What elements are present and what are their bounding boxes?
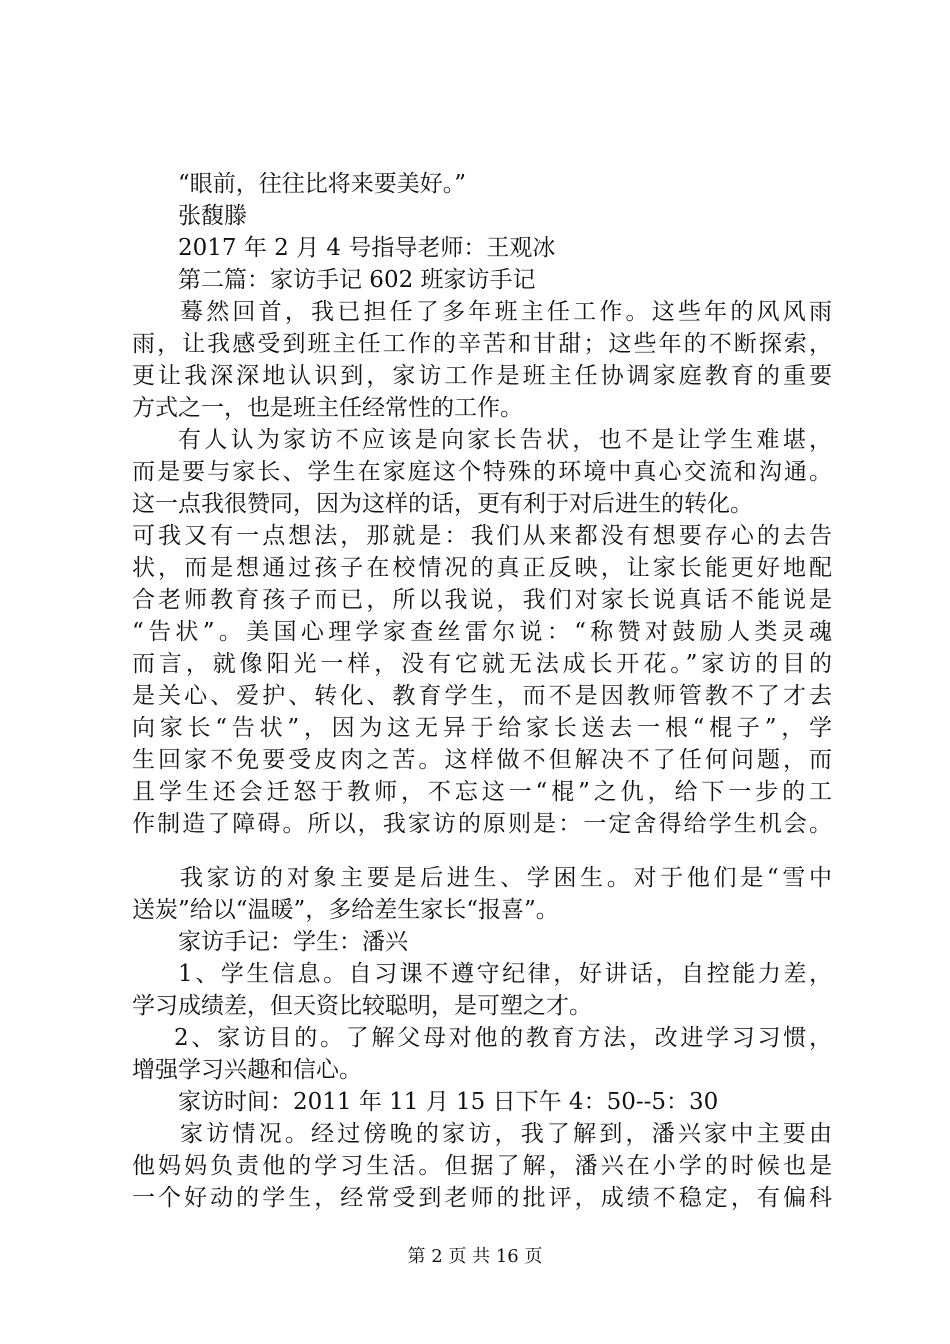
text-line: 合老师教育孩子而已，所以我说，我们对家长说真话不能说是	[132, 587, 832, 613]
text-line: 学习成绩差，但天资比较聪明，是可塑之才。	[132, 993, 592, 1019]
text-line: 且学生还会迁怒于教师，不忘这一“棍”之仇，给下一步的工	[132, 779, 832, 805]
text-line: 向家长“告状”，因为这无异于给家长送去一根“棍子”，学	[132, 715, 832, 741]
text-line: 家访手记：学生：潘兴	[178, 929, 408, 955]
text-line: 他妈妈负责他的学习生活。但据了解，潘兴在小学的时候也是	[132, 1153, 832, 1179]
text-line: 状，而是想通过孩子在校情况的真正反映，让家长能更好地配	[132, 555, 832, 581]
text-line: 1、学生信息。自习课不遵守纪律，好讲话，自控能力差，	[178, 961, 832, 987]
paragraph-block-1	[132, 168, 832, 840]
text-line: 雨，让我感受到班主任工作的辛苦和甘甜；这些年的不断探索，	[132, 331, 832, 357]
text-line: 家访情况。经过傍晚的家访，我了解到，潘兴家中主要由	[180, 1121, 832, 1147]
text-line: “告状”。美国心理学家查丝雷尔说：“称赞对鼓励人类灵魂	[132, 619, 832, 645]
text-line: 我家访的对象主要是后进生、学困生。对于他们是“雪中	[180, 865, 832, 891]
text-line: 生回家不免要受皮肉之苦。这样做不但解决不了任何问题，而	[132, 747, 832, 773]
text-line: 这一点我很赞同，因为这样的话，更有利于对后进生的转化。	[132, 491, 753, 517]
text-line: 是关心、爱护、转化、教育学生，而不是因教师管教不了才去	[132, 683, 832, 709]
text-line: 增强学习兴趣和信心。	[132, 1057, 362, 1083]
paragraph-gap	[132, 840, 832, 862]
text-line: “眼前，往往比将来要美好。”	[178, 171, 467, 197]
page-footer: 第 2 页 共 16 页	[407, 1246, 543, 1267]
text-line: 作制造了障碍。所以，我家访的原则是：一定舍得给学生机会。	[132, 811, 832, 837]
paragraph-block-2	[132, 862, 832, 1214]
text-line: 蓦然回首，我已担任了多年班主任工作。这些年的风风雨	[180, 299, 832, 325]
text-line: 2017 年 2 月 4 号指导老师：王观冰	[178, 235, 556, 261]
text-line: 可我又有一点想法，那就是：我们从来都没有想要存心的去告	[132, 523, 832, 549]
text-line: 张馥滕	[178, 203, 247, 229]
text-line: 一个好动的学生，经常受到老师的批评，成绩不稳定，有偏科	[132, 1185, 832, 1211]
text-line: 家访时间：2011 年 11 月 15 日下午 4：50--5：30	[178, 1089, 719, 1115]
text-line: 送炭”给以“温暖”，多给差生家长“报喜”。	[132, 897, 559, 923]
text-line: 而是要与家长、学生在家庭这个特殊的环境中真心交流和沟通。	[132, 459, 832, 485]
text-line: 第二篇：家访手记 602 班家访手记	[178, 267, 536, 293]
text-line: 而言，就像阳光一样，没有它就无法成长开花。”家访的目的	[132, 651, 832, 677]
text-line: 有人认为家访不应该是向家长告状，也不是让学生难堪，	[178, 427, 832, 453]
text-line: 更让我深深地认识到，家访工作是班主任协调家庭教育的重要	[132, 363, 832, 389]
document-body	[132, 168, 832, 1214]
text-line: 方式之一，也是班主任经常性的工作。	[132, 395, 523, 421]
text-line: 2、家访目的。了解父母对他的教育方法，改进学习习惯，	[174, 1025, 832, 1051]
